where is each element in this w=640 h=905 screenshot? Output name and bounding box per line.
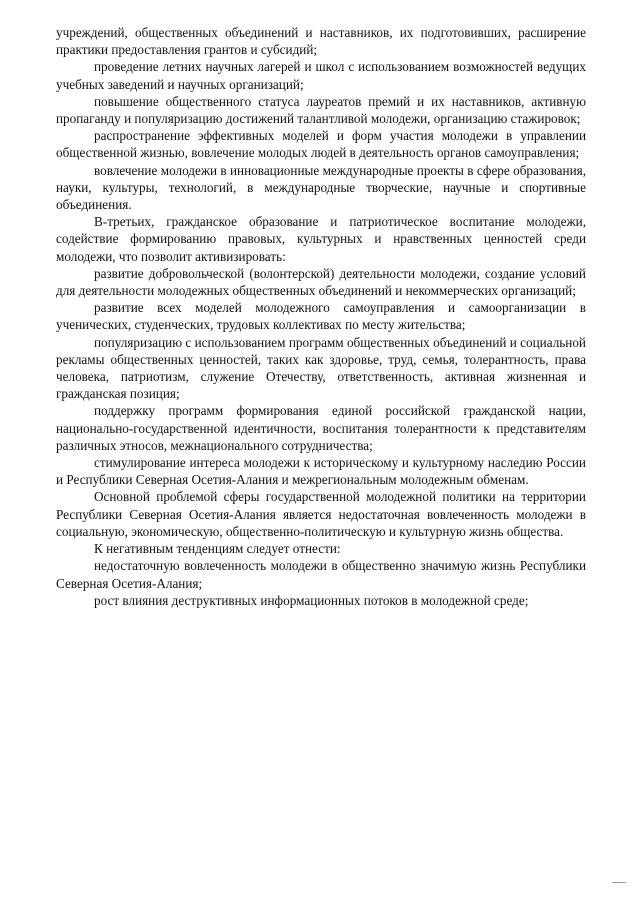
margin-mark xyxy=(612,882,626,883)
paragraph-social-advertising: популяризацию с использованием программ общественных объединений и социальной рекламы общественных ценностей, таких как здоровье, труд, семья, толерантность, права человека, патриотизм, служение Отечеству, ответственность, активная жизненная и гражданская позиция; xyxy=(56,334,586,402)
paragraph-insufficient-involvement: недостаточную вовлеченность молодежи в общественно значимую жизнь Республики Северная Осетия-Алания; xyxy=(56,558,586,591)
paragraph-main-problem: Основной проблемой сферы государственной молодежной политики на территории Республики Северная Осетия-Алания является недостаточная вовлеченность молодежи в социальную, экономическую, общественно-политическую и культурную жизнь общества. xyxy=(56,489,586,539)
paragraph-summer-camps: проведение летних научных лагерей и школ с использованием возможностей ведущих учебных заведений и научных организаций; xyxy=(56,59,586,92)
paragraph-self-government: развитие всех моделей молодежного самоуправления и самоорганизации в ученических, студенческих, трудовых коллективах по месту жительства; xyxy=(56,300,586,333)
paragraph-participation-models: распространение эффективных моделей и форм участия молодежи в управлении общественной жизнью, вовлечение молодых людей в деятельность органов самоуправления; xyxy=(56,128,586,161)
paragraph-destructive-influence: рост влияния деструктивных информационных потоков в молодежной среде; xyxy=(94,592,529,608)
paragraph-volunteering: развитие добровольческой (волонтерской) деятельности молодежи, создание условий для деятельности молодежных общественных объединений и некоммерческих организаций; xyxy=(56,265,586,299)
paragraph-laureates-status: повышение общественного статуса лауреатов премий и их наставников, активную пропаганду и популяризацию достижений талантливой молодежи, организацию стажировок; xyxy=(56,93,586,127)
paragraph-civic-education: В-третьих, гражданское образование и патриотическое воспитание молодежи, содействие формированию правовых, культурных и нравственных ценностей среди молодежи, что позволит активизировать: xyxy=(56,214,586,264)
paragraph-negative-trends: К негативным тенденциям следует отнести: xyxy=(94,541,341,557)
paragraph-continuation: учреждений, общественных объединений и наставников, их подготовивших, расширение практики предоставления грантов и субсидий; xyxy=(56,25,586,58)
document-body xyxy=(56,24,586,609)
paragraph-civic-nation: поддержку программ формирования единой российской гражданской нации, национально-государственной идентичности, воспитания толерантности к представителям различных этносов, межнационального сотрудничества; xyxy=(56,403,586,453)
paragraph-cultural-heritage: стимулирование интереса молодежи к историческому и культурному наследию России и Республики Северная Осетия-Алания и межрегиональным молодежным обменам. xyxy=(56,455,586,488)
paragraph-international-projects: вовлечение молодежи в инновационные международные проекты в сфере образования, науки, культуры, технологий, в международные творческие, научные и спортивные объединения. xyxy=(56,162,586,213)
